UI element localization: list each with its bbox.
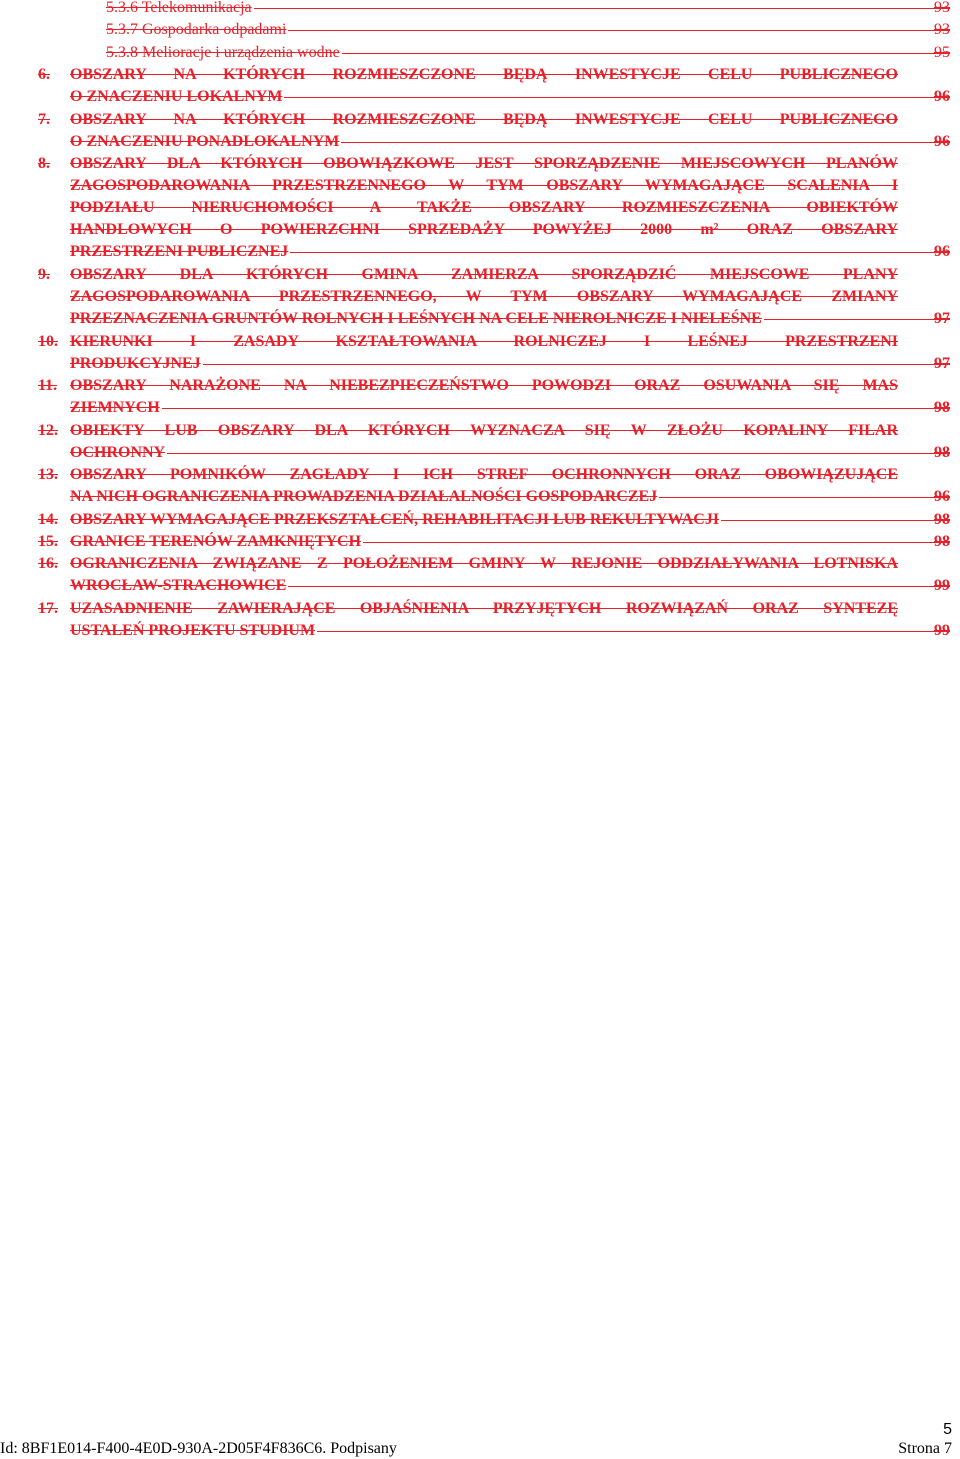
toc-entry-page: 99: [934, 577, 950, 595]
toc-entry[interactable]: [38, 509, 950, 531]
toc-entry-page: 99: [934, 621, 950, 639]
toc-entry-page: 98: [934, 510, 950, 528]
toc-entry-line: [70, 598, 898, 620]
toc-entry-title: ZAGOSPODAROWANIA PRZESTRZENNEGO W TYM OBSZARY WYMAGAJĄCE SCALENIA I: [70, 177, 898, 195]
toc-entry-page: 98: [934, 399, 950, 417]
toc-entry-line: [70, 397, 950, 419]
toc-entry-line: [106, 42, 950, 64]
toc-entry-line: [70, 575, 950, 597]
toc-entry-title: OGRANICZENIA ZWIĄZANE Z POŁOŻENIEM GMINY W REJONIE ODDZIAŁYWANIA LOTNISKA: [70, 555, 898, 573]
toc-entry-title: OBIEKTY LUB OBSZARY DLA KTÓRYCH WYZNACZA SIĘ W ZŁOŻU KOPALINY FILAR: [70, 421, 898, 439]
toc-entry-number: 8.: [38, 155, 50, 173]
toc-entry-title: USTALEŃ PROJEKTU STUDIUM: [70, 621, 316, 639]
toc-entry-line: [70, 219, 898, 241]
toc-entry-title: WROCŁAW-STRACHOWICE: [70, 577, 287, 595]
toc-entry-line: [70, 531, 950, 553]
toc-entry[interactable]: [38, 464, 950, 508]
toc-entry-title: OBSZARY NARAŻONE NA NIEBEZPIECZEŃSTWO POWODZI ORAZ OSUWANIA SIĘ MAS: [70, 377, 898, 395]
toc-entry-title: 5.3.8 Melioracje i urządzenia wodne: [106, 43, 340, 61]
toc-entry-page: 96: [934, 132, 950, 150]
page-number: 5: [943, 1421, 952, 1438]
toc-entry[interactable]: [106, 0, 950, 19]
toc-entry-title: NA NICH OGRANICZENIA PROWADZENIA DZIAŁALNOŚCI GOSPODARCZEJ: [70, 488, 658, 506]
toc-entry-page: 97: [934, 354, 950, 372]
toc-entry-line: [70, 620, 950, 642]
toc-entry-title: OBSZARY POMNIKÓW ZAGŁADY I ICH STREF OCHRONNYCH ORAZ OBOWIĄZUJĄCE: [70, 466, 898, 484]
toc-entry-number: 15.: [38, 533, 58, 550]
toc-entry-line: [70, 197, 898, 219]
toc-entry-line: [70, 375, 898, 397]
toc-entry-title: PODZIAŁU NIERUCHOMOŚCI A TAKŻE OBSZARY ROZMIESZCZENIA OBIEKTÓW: [70, 199, 898, 217]
toc-entry-line: [70, 353, 950, 375]
toc-entry-title: PRODUKCYJNEJ: [70, 354, 201, 372]
toc-entry-title: 5.3.7 Gospodarka odpadami: [106, 21, 287, 39]
toc-entry-line: [70, 86, 950, 108]
toc-entry-title: OBSZARY DLA KTÓRYCH GMINA ZAMIERZA SPORZĄDZIĆ MIEJSCOWE PLANY: [70, 266, 898, 283]
toc-entry-title: OBSZARY NA KTÓRYCH ROZMIESZCZONE BĘDĄ INWESTYCJE CELU PUBLICZNEGO: [70, 66, 898, 84]
toc-entry-number: 9.: [38, 266, 50, 283]
toc-entry-number: 17.: [38, 599, 58, 617]
toc-entry-number: 6.: [38, 66, 50, 84]
toc-entry-number: 16.: [38, 555, 58, 573]
toc-entry[interactable]: [38, 598, 950, 642]
toc-entry[interactable]: [106, 19, 950, 41]
toc-entry-title: OCHRONNY: [70, 443, 166, 461]
toc-entry-line: [70, 509, 950, 531]
toc-entry-title: ZAGOSPODAROWANIA PRZESTRZENNEGO, W TYM OBSZARY WYMAGAJĄCE ZMIANY: [70, 288, 898, 305]
toc-entry-line: [106, 0, 950, 19]
toc-entry-line: [70, 109, 898, 131]
toc-entry-line: [70, 486, 950, 508]
toc-entry-title: PRZESTRZENI PUBLICZNEJ: [70, 243, 289, 261]
toc-entry[interactable]: [38, 109, 950, 153]
toc-entry-line: [70, 175, 898, 197]
toc-entry-page: 96: [934, 243, 950, 261]
page-label: Strona 7: [898, 1440, 952, 1457]
toc-entry-page: 95: [934, 43, 950, 61]
toc-entry-title: UZASADNIENIE ZAWIERAJĄCE OBJAŚNIENIA PRZYJĘTYCH ROZWIĄZAŃ ORAZ SYNTEZĘ: [70, 599, 898, 617]
toc-entry-title: GRANICE TERENÓW ZAMKNIĘTYCH: [70, 533, 362, 550]
toc-entry[interactable]: [38, 264, 950, 330]
toc-entry-line: [70, 464, 898, 486]
toc-entry-title: OBSZARY DLA KTÓRYCH OBOWIĄZKOWE JEST SPORZĄDZENIE MIEJSCOWYCH PLANÓW: [70, 155, 898, 173]
toc-entry-page: 96: [934, 88, 950, 106]
toc-entry[interactable]: [38, 331, 950, 375]
toc-entry-page: 93: [934, 21, 950, 39]
toc-entry-line: [70, 241, 950, 263]
toc-entry-line: [70, 64, 898, 86]
toc-entry[interactable]: [38, 420, 950, 464]
toc-entry-number: 14.: [38, 510, 58, 528]
toc-entry[interactable]: [38, 375, 950, 419]
toc-entry-line: [70, 153, 898, 175]
toc-entry-title: O ZNACZENIU LOKALNYM: [70, 88, 283, 106]
toc-entry-line: [70, 131, 950, 153]
toc-entry[interactable]: [106, 42, 950, 64]
toc-entry-number: 10.: [38, 332, 58, 350]
toc-entry-title: OBSZARY WYMAGAJĄCE PRZEKSZTAŁCEŃ, REHABILITACJI LUB REKULTYWACJI: [70, 510, 720, 528]
toc-entry-number: 11.: [38, 377, 58, 395]
toc-entry-title: OBSZARY NA KTÓRYCH ROZMIESZCZONE BĘDĄ INWESTYCJE CELU PUBLICZNEGO: [70, 110, 898, 128]
toc-entry-title: HANDLOWYCH O POWIERZCHNI SPRZEDAŻY POWYŻEJ 2000 m² ORAZ OBSZARY: [70, 221, 898, 239]
toc-entry-line: [70, 308, 950, 330]
document-id-footer: Id: 8BF1E014-F400-4E0D-930A-2D05F4F836C6. Podpisany: [0, 1440, 397, 1457]
strikethrough-leader: [70, 453, 950, 454]
toc-entry-title: KIERUNKI I ZASADY KSZTAŁTOWANIA ROLNICZEJ I LEŚNEJ PRZESTRZENI: [70, 332, 898, 350]
toc-entry-page: 98: [934, 533, 950, 550]
toc-entry-number: 13.: [38, 466, 58, 484]
toc-entry-line: [70, 442, 950, 464]
toc-entry-title: ZIEMNYCH: [70, 399, 160, 417]
toc-entry-page: 93: [934, 0, 950, 16]
toc-entry[interactable]: [38, 531, 950, 553]
toc-entry-line: [70, 331, 898, 353]
toc-entry-number: 7.: [38, 110, 50, 128]
toc-entry[interactable]: [38, 153, 950, 263]
toc-entry-line: [70, 286, 898, 308]
toc-entry-title: PRZEZNACZENIA GRUNTÓW ROLNYCH I LEŚNYCH NA CELE NIEROLNICZE I NIELEŚNE: [70, 310, 762, 327]
toc-entry-page: 96: [934, 488, 950, 506]
toc-entry[interactable]: [38, 553, 950, 597]
toc-entry-title: 5.3.6 Telekomunikacja: [106, 0, 252, 16]
toc-entry-line: [70, 420, 898, 442]
toc-entry-line: [106, 19, 950, 41]
toc-entry-line: [70, 264, 898, 286]
toc-entry-line: [70, 553, 898, 575]
toc-entry-number: 12.: [38, 421, 58, 439]
toc-entry-page: 98: [934, 443, 950, 461]
toc-entry-page: 97: [934, 310, 950, 327]
toc-entry[interactable]: [38, 64, 950, 108]
toc-entry-title: O ZNACZENIU PONADLOKALNYM: [70, 132, 340, 150]
strikethrough-leader: [70, 408, 950, 409]
